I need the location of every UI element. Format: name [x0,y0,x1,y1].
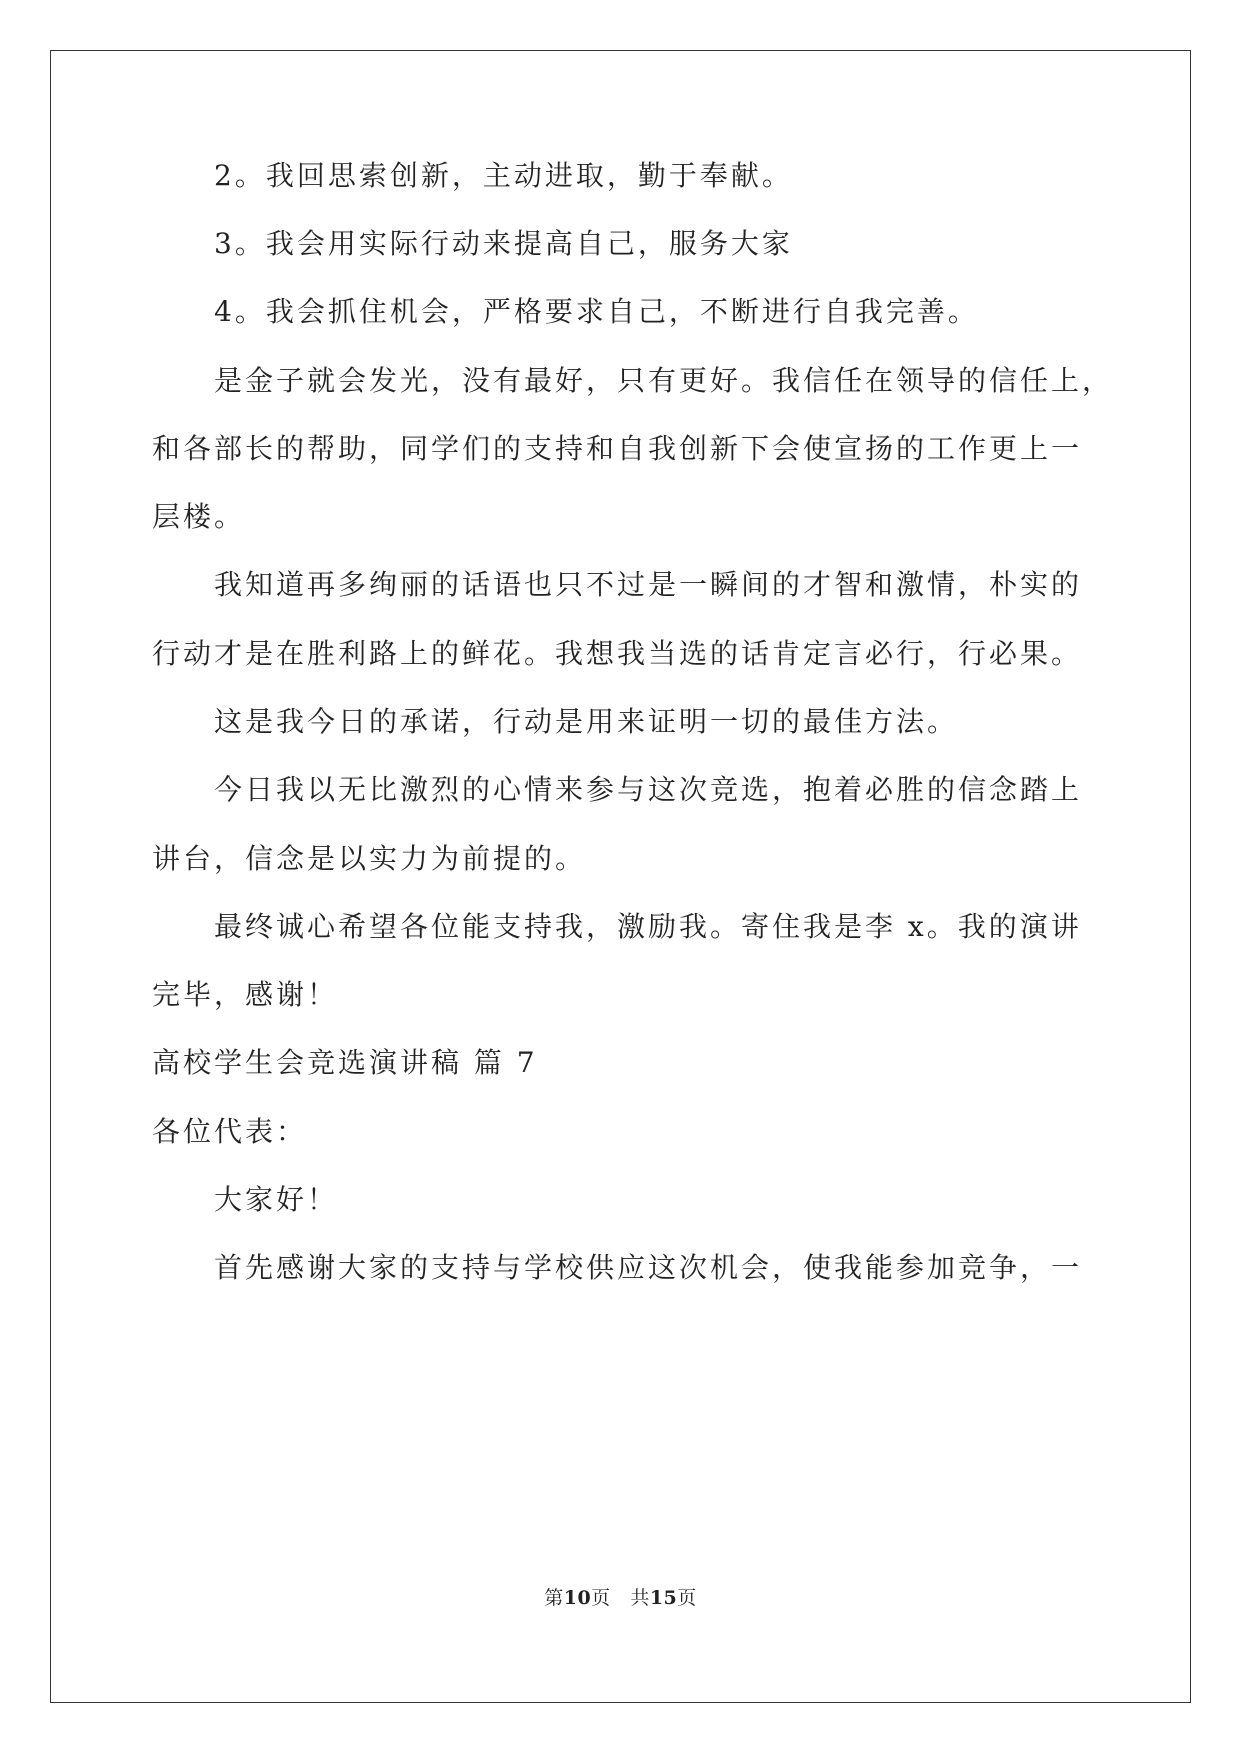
section-heading: 高校学生会竞选演讲稿 篇 7 [152,1046,538,1079]
paragraph-line: 层楼。 [152,500,246,533]
paragraph-line: 讲台，信念是以实力为前提的。 [152,842,587,875]
paragraph-line: 是金子就会发光，没有最好，只有更好。我信任在领导的信任上， [214,364,1114,397]
page-prefix: 第 [544,1587,564,1609]
paragraph-line: 首先感谢大家的支持与学校供应这次机会，使我能参加竞争，一 [214,1251,1083,1284]
list-item-3: 3。我会用实际行动来提高自己，服务大家 [214,227,793,260]
paragraph-line: 行动才是在胜利路上的鲜花。我想我当选的话肯定言必行，行必果。 [152,637,1083,670]
paragraph-line: 和各部长的帮助，同学们的支持和自我创新下会使宣扬的工作更上一 [152,432,1083,465]
paragraph-line: 最终诚心希望各位能支持我，激励我。寄住我是李 x。我的演讲 [214,910,1082,943]
total-prefix: 共 [630,1587,650,1609]
paragraph-line: 完毕，感谢！ [152,978,339,1011]
total-pages: 15 [649,1587,678,1609]
page-number: 10 [563,1587,592,1609]
paragraph-line: 这是我今日的承诺，行动是用来证明一切的最佳方法。 [214,705,959,738]
list-item-4: 4。我会抓住机会，严格要求自己，不断进行自我完善。 [214,295,979,328]
salutation: 各位代表： [152,1115,308,1148]
paragraph-line: 今日我以无比激烈的心情来参与这次竞选，抱着必胜的信念踏上 [214,773,1083,806]
page-suffix: 页 [591,1587,611,1609]
total-suffix: 页 [677,1587,697,1609]
greeting: 大家好！ [214,1183,339,1216]
list-item-2: 2。我回思索创新，主动进取，勤于奉献。 [214,159,793,192]
paragraph-line: 我知道再多绚丽的话语也只不过是一瞬间的才智和激情，朴实的 [214,568,1083,601]
page-footer [0,1586,1241,1610]
